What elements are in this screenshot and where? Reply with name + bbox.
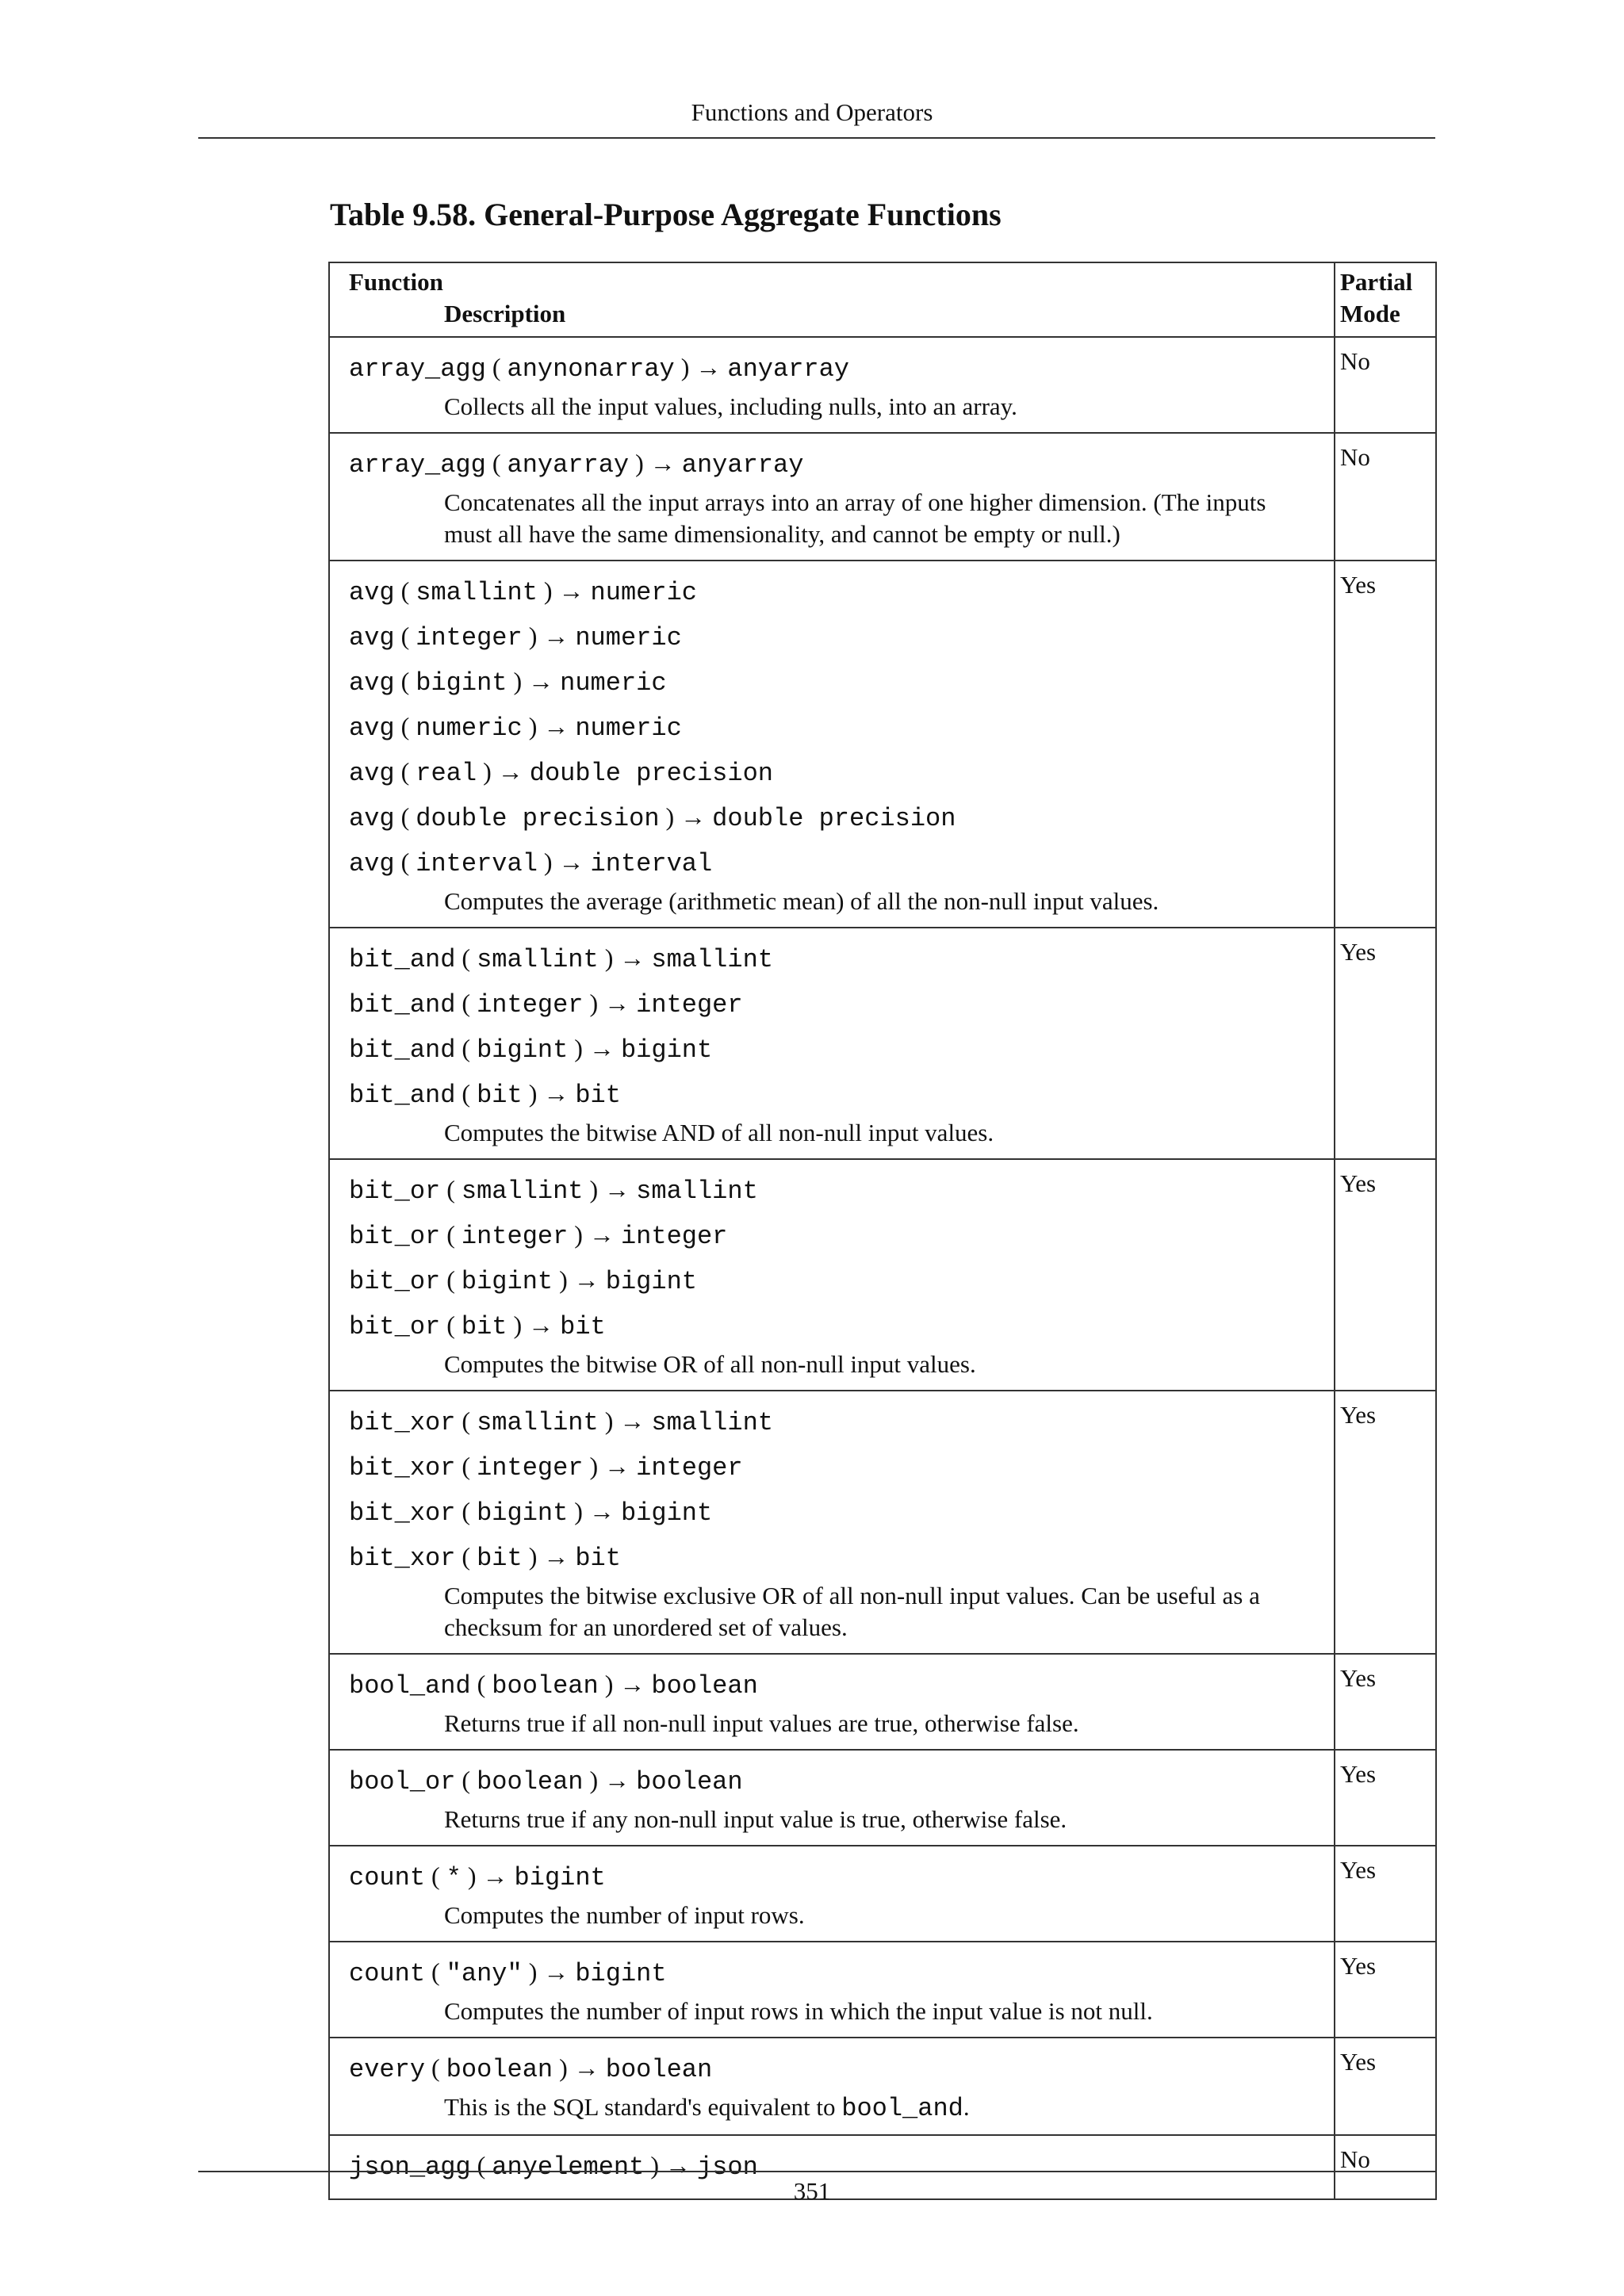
- return-type: bit: [575, 1544, 621, 1573]
- open-paren: (: [455, 1452, 477, 1480]
- function-cell: [329, 1942, 1335, 2038]
- open-paren: (: [455, 1406, 477, 1435]
- close-paren: ): [674, 353, 696, 381]
- close-paren: ): [522, 622, 544, 650]
- function-name: avg: [349, 714, 395, 743]
- aggregate-functions-table: [328, 262, 1437, 2200]
- partial-mode-cell: [1335, 1159, 1436, 1391]
- argument-type: numeric: [416, 714, 523, 743]
- function-description: [349, 1996, 1318, 2027]
- close-paren: ): [659, 802, 681, 831]
- argument-type: *: [446, 1863, 462, 1892]
- partial-mode-value: Yes: [1340, 1664, 1377, 1692]
- return-type: integer: [636, 1453, 743, 1483]
- open-paren: (: [455, 989, 477, 1017]
- function-signature: [349, 982, 1318, 1027]
- open-paren: (: [425, 1862, 446, 1890]
- open-paren: (: [470, 1670, 492, 1698]
- close-paren: ): [568, 1220, 589, 1249]
- return-type: integer: [636, 990, 743, 1020]
- function-name: bit_xor: [349, 1498, 456, 1528]
- return-type: bigint: [620, 1498, 713, 1528]
- table-title: Table 9.58. General-Purpose Aggregate Functions: [330, 197, 1002, 232]
- description-text: Computes the average (arithmetic mean) of all the non-null input values.: [444, 887, 1159, 915]
- partial-mode-cell: [1335, 2038, 1436, 2135]
- function-signature: [349, 1168, 1318, 1213]
- function-name: bit_or: [349, 1222, 441, 1251]
- argument-type: anyelement: [492, 2152, 645, 2182]
- running-head: Functions and Operators: [691, 98, 933, 126]
- function-signature: [349, 1950, 1318, 1996]
- return-type: boolean: [636, 1767, 743, 1797]
- close-paren: ): [644, 2151, 665, 2179]
- table-row: [329, 1654, 1436, 1750]
- argument-type: anyarray: [507, 450, 630, 480]
- function-name: bit_and: [349, 1035, 456, 1065]
- partial-mode-cell: [1335, 1942, 1436, 2038]
- function-description: [349, 487, 1318, 550]
- returns-arrow: →: [543, 1079, 576, 1108]
- return-type: double precision: [529, 759, 773, 788]
- partial-mode-value: Yes: [1340, 938, 1377, 966]
- return-type: numeric: [575, 623, 682, 652]
- close-paren: ): [477, 757, 498, 786]
- function-signature: [349, 1027, 1318, 1072]
- returns-arrow: →: [588, 1034, 621, 1062]
- close-paren: ): [598, 1670, 620, 1698]
- function-name: avg: [349, 623, 395, 652]
- description-text: Returns true if any non-null input value is true, otherwise false.: [444, 1805, 1067, 1833]
- partial-mode-cell: [1335, 1846, 1436, 1942]
- partial-mode-value: No: [1340, 2145, 1370, 2173]
- function-signature: [349, 1758, 1318, 1804]
- returns-arrow: →: [649, 449, 682, 477]
- open-paren: (: [485, 353, 508, 381]
- function-name: avg: [349, 578, 395, 607]
- description-text: Returns true if all non-null input values are true, otherwise false.: [444, 1709, 1079, 1737]
- header-rule: [198, 137, 1435, 139]
- function-name: bit_xor: [349, 1408, 456, 1437]
- function-signature: [349, 2046, 1318, 2091]
- function-cell: [329, 1391, 1335, 1654]
- argument-type: bit: [477, 1544, 523, 1573]
- function-description: [349, 1900, 1318, 1931]
- description-code: bool_and: [841, 2094, 963, 2123]
- function-signature: [349, 1213, 1318, 1258]
- return-type: bigint: [514, 1863, 606, 1892]
- function-signature: [349, 705, 1318, 750]
- return-type: integer: [620, 1222, 728, 1251]
- table-container: [328, 262, 1437, 2182]
- table-row: [329, 1391, 1436, 1654]
- close-paren: ): [522, 1957, 544, 1986]
- returns-arrow: →: [619, 1406, 652, 1435]
- returns-arrow: →: [695, 353, 728, 381]
- function-signature: [349, 1258, 1318, 1303]
- partial-mode-value: Yes: [1340, 1760, 1377, 1788]
- table-row: [329, 1846, 1436, 1942]
- returns-arrow: →: [543, 622, 576, 650]
- partial-mode-cell: [1335, 1391, 1436, 1654]
- function-name: bit_or: [349, 1312, 441, 1341]
- open-paren: (: [440, 1220, 462, 1249]
- argument-type: integer: [477, 990, 584, 1020]
- function-name: array_agg: [349, 354, 486, 384]
- return-type: json: [696, 2152, 758, 2182]
- returns-arrow: →: [604, 989, 637, 1017]
- close-paren: ): [522, 1079, 544, 1108]
- page-number: 351: [793, 2177, 831, 2205]
- close-paren: ): [507, 1311, 529, 1339]
- return-type: bit: [560, 1312, 606, 1341]
- returns-arrow: →: [665, 2151, 697, 2179]
- header-function: Function: [349, 268, 443, 296]
- returns-arrow: →: [528, 1311, 561, 1339]
- function-signature: [349, 1399, 1318, 1445]
- partial-mode-value: Yes: [1340, 1401, 1377, 1429]
- return-type: smallint: [651, 945, 773, 974]
- open-paren: (: [455, 1034, 477, 1062]
- return-type: numeric: [560, 668, 667, 698]
- argument-type: smallint: [461, 1177, 584, 1206]
- table-row: [329, 433, 1436, 561]
- argument-type: bigint: [477, 1035, 569, 1065]
- function-name: avg: [349, 759, 395, 788]
- return-type: numeric: [590, 578, 697, 607]
- function-name: json_agg: [349, 2152, 471, 2182]
- returns-arrow: →: [558, 576, 591, 605]
- function-name: count: [349, 1959, 426, 1988]
- close-paren: ): [583, 1766, 605, 1794]
- open-paren: (: [394, 622, 416, 650]
- argument-type: bigint: [461, 1267, 553, 1296]
- returns-arrow: →: [588, 1497, 621, 1525]
- return-type: boolean: [651, 1671, 758, 1701]
- returns-arrow: →: [497, 757, 530, 786]
- function-name: bool_or: [349, 1767, 456, 1797]
- partial-mode-cell: [1335, 1654, 1436, 1750]
- function-description: [349, 1804, 1318, 1835]
- function-name: bit_and: [349, 945, 456, 974]
- partial-mode-value: Yes: [1340, 2048, 1377, 2076]
- argument-type: anynonarray: [507, 354, 675, 384]
- returns-arrow: →: [543, 712, 576, 740]
- function-description: [349, 391, 1318, 423]
- argument-type: smallint: [477, 1408, 599, 1437]
- function-description: [349, 1708, 1318, 1739]
- open-paren: (: [440, 1175, 462, 1203]
- table-row: [329, 1159, 1436, 1391]
- description-text: Computes the number of input rows in which the input value is not null.: [444, 1997, 1153, 2025]
- partial-mode-cell: [1335, 561, 1436, 928]
- function-cell: [329, 2038, 1335, 2135]
- function-cell: [329, 433, 1335, 561]
- function-name: bit_or: [349, 1177, 441, 1206]
- partial-mode-value: Yes: [1340, 571, 1377, 599]
- close-paren: ): [598, 1406, 620, 1435]
- function-cell: [329, 1654, 1335, 1750]
- close-paren: ): [537, 848, 559, 876]
- function-signature: [349, 1535, 1318, 1580]
- function-signature: [349, 569, 1318, 614]
- returns-arrow: →: [543, 1542, 576, 1571]
- open-paren: (: [425, 2053, 446, 2082]
- returns-arrow: →: [619, 1670, 652, 1698]
- return-type: anyarray: [727, 354, 849, 384]
- function-signature: [349, 1072, 1318, 1117]
- return-type: bit: [575, 1081, 621, 1110]
- close-paren: ): [553, 2053, 574, 2082]
- function-signature: [349, 1663, 1318, 1708]
- argument-type: boolean: [477, 1767, 584, 1797]
- function-cell: [329, 561, 1335, 928]
- argument-type: integer: [461, 1222, 569, 1251]
- open-paren: (: [440, 1265, 462, 1294]
- description-text: Computes the number of input rows.: [444, 1901, 805, 1929]
- table-row: [329, 561, 1436, 928]
- function-signature: [349, 1490, 1318, 1535]
- function-description: [349, 1580, 1318, 1644]
- open-paren: (: [455, 943, 477, 972]
- open-paren: (: [394, 712, 416, 740]
- close-paren: ): [598, 943, 620, 972]
- partial-mode-cell: [1335, 433, 1436, 561]
- footer-rule: [198, 2171, 1435, 2172]
- partial-mode-cell: [1335, 1750, 1436, 1846]
- description-tail: .: [963, 2093, 970, 2121]
- return-type: numeric: [575, 714, 682, 743]
- argument-type: double precision: [416, 804, 660, 833]
- partial-mode-value: Yes: [1340, 1856, 1377, 1884]
- function-signature: [349, 1303, 1318, 1349]
- open-paren: (: [485, 449, 508, 477]
- close-paren: ): [507, 667, 529, 695]
- argument-type: bigint: [416, 668, 508, 698]
- return-type: smallint: [651, 1408, 773, 1437]
- function-description: [349, 2091, 1318, 2125]
- function-signature: [349, 1445, 1318, 1490]
- function-cell: [329, 1159, 1335, 1391]
- function-signature: [349, 795, 1318, 840]
- function-signature: [349, 660, 1318, 705]
- close-paren: ): [568, 1497, 589, 1525]
- argument-type: real: [416, 759, 477, 788]
- function-signature: [349, 442, 1318, 487]
- partial-mode-value: No: [1340, 347, 1370, 375]
- argument-type: integer: [416, 623, 523, 652]
- return-type: interval: [590, 849, 713, 878]
- function-signature: [349, 346, 1318, 391]
- header-partial-cell: [1335, 262, 1436, 337]
- close-paren: ): [583, 1452, 605, 1480]
- returns-arrow: →: [588, 1220, 621, 1249]
- function-description: [349, 1349, 1318, 1380]
- close-paren: ): [461, 1862, 483, 1890]
- returns-arrow: →: [573, 1265, 606, 1294]
- argument-type: integer: [477, 1453, 584, 1483]
- close-paren: ): [629, 449, 650, 477]
- function-name: every: [349, 2055, 426, 2084]
- table-row: [329, 337, 1436, 433]
- function-cell: [329, 337, 1335, 433]
- open-paren: (: [394, 757, 416, 786]
- function-name: bit_xor: [349, 1453, 456, 1483]
- returns-arrow: →: [680, 802, 713, 831]
- function-name: avg: [349, 804, 395, 833]
- function-cell: [329, 1750, 1335, 1846]
- return-type: smallint: [636, 1177, 758, 1206]
- argument-type: bigint: [477, 1498, 569, 1528]
- function-description: [349, 1117, 1318, 1149]
- function-signature: [349, 840, 1318, 886]
- returns-arrow: →: [573, 2053, 606, 2082]
- partial-mode-value: No: [1340, 443, 1370, 471]
- open-paren: (: [455, 1497, 477, 1525]
- return-type: double precision: [712, 804, 956, 833]
- returns-arrow: →: [558, 848, 591, 876]
- function-signature: [349, 1854, 1318, 1900]
- description-text: Computes the bitwise OR of all non-null input values.: [444, 1350, 976, 1378]
- argument-type: boolean: [492, 1671, 599, 1701]
- open-paren: (: [455, 1766, 477, 1794]
- argument-type: bit: [461, 1312, 508, 1341]
- return-type: bigint: [575, 1959, 667, 1988]
- argument-type: smallint: [416, 578, 538, 607]
- partial-mode-cell: [1335, 337, 1436, 433]
- returns-arrow: →: [604, 1766, 637, 1794]
- open-paren: (: [425, 1957, 446, 1986]
- table-row: [329, 1750, 1436, 1846]
- close-paren: ): [522, 1542, 544, 1571]
- close-paren: ): [583, 989, 605, 1017]
- argument-type: bit: [477, 1081, 523, 1110]
- function-description: [349, 886, 1318, 917]
- argument-type: "any": [446, 1959, 523, 1988]
- open-paren: (: [455, 1079, 477, 1108]
- function-cell: [329, 1846, 1335, 1942]
- function-name: bit_and: [349, 990, 456, 1020]
- open-paren: (: [394, 576, 416, 605]
- returns-arrow: →: [619, 943, 652, 972]
- return-type: bigint: [605, 1267, 697, 1296]
- returns-arrow: →: [604, 1452, 637, 1480]
- description-text: Concatenates all the input arrays into an array of one higher dimension. (The inputs must all have the same dimensionality, and cannot be empty or null.): [444, 488, 1266, 548]
- function-name: bit_and: [349, 1081, 456, 1110]
- open-paren: (: [394, 848, 416, 876]
- table-body: [329, 337, 1436, 2199]
- returns-arrow: →: [482, 1862, 515, 1890]
- function-name: bit_or: [349, 1267, 441, 1296]
- function-name: bool_and: [349, 1671, 471, 1701]
- table-header-row: [329, 262, 1436, 337]
- close-paren: ): [522, 712, 544, 740]
- open-paren: (: [440, 1311, 462, 1339]
- table-row: [329, 2038, 1436, 2135]
- partial-mode-value: Yes: [1340, 1952, 1377, 1980]
- argument-type: boolean: [446, 2055, 553, 2084]
- close-paren: ): [537, 576, 559, 605]
- header-function-cell: [329, 262, 1335, 337]
- function-name: count: [349, 1863, 426, 1892]
- open-paren: (: [394, 802, 416, 831]
- function-name: avg: [349, 668, 395, 698]
- argument-type: interval: [416, 849, 538, 878]
- function-signature: [349, 750, 1318, 795]
- open-paren: (: [394, 667, 416, 695]
- argument-type: smallint: [477, 945, 599, 974]
- description-text: Collects all the input values, including nulls, into an array.: [444, 392, 1017, 420]
- close-paren: ): [553, 1265, 574, 1294]
- function-name: avg: [349, 849, 395, 878]
- function-cell: [329, 928, 1335, 1159]
- partial-mode-cell: [1335, 928, 1436, 1159]
- open-paren: (: [455, 1542, 477, 1571]
- close-paren: ): [568, 1034, 589, 1062]
- return-type: anyarray: [681, 450, 804, 480]
- header-partial-line1: Partial: [1340, 268, 1413, 296]
- header-partial-line2: Mode: [1340, 300, 1400, 327]
- function-signature: [349, 614, 1318, 660]
- table-row: [329, 1942, 1436, 2038]
- partial-mode-value: Yes: [1340, 1169, 1377, 1197]
- table-row: [329, 928, 1436, 1159]
- open-paren: (: [470, 2151, 492, 2179]
- returns-arrow: →: [528, 667, 561, 695]
- return-type: bigint: [620, 1035, 713, 1065]
- returns-arrow: →: [543, 1957, 576, 1986]
- close-paren: ): [583, 1175, 605, 1203]
- returns-arrow: →: [604, 1175, 637, 1203]
- description-text: This is the SQL standard's equivalent to: [444, 2093, 842, 2121]
- header-description: Description: [444, 300, 566, 327]
- description-text: Computes the bitwise AND of all non-null input values.: [444, 1119, 994, 1146]
- function-signature: [349, 936, 1318, 982]
- function-name: bit_xor: [349, 1544, 456, 1573]
- return-type: boolean: [605, 2055, 713, 2084]
- function-name: array_agg: [349, 450, 486, 480]
- description-text: Computes the bitwise exclusive OR of all non-null input values. Can be useful as a checksum for an unordered set of values.: [444, 1582, 1260, 1641]
